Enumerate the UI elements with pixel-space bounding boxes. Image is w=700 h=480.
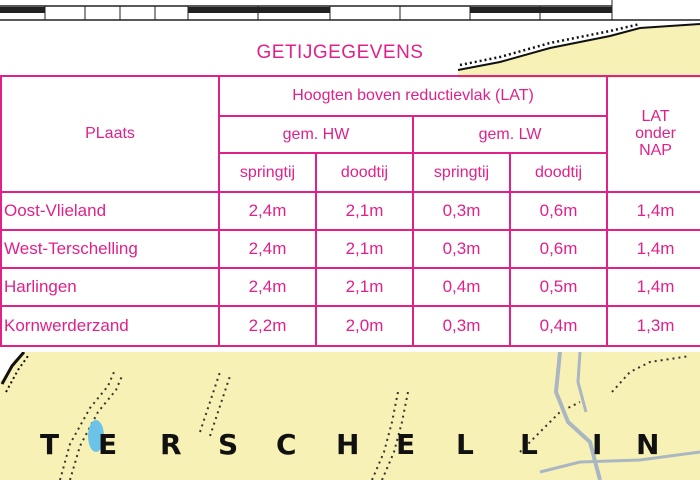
value-cell: 0,6m — [510, 230, 607, 268]
map-label-letter: R — [160, 428, 182, 461]
map-label-letter: S — [218, 428, 239, 461]
lat-header-line2: onder — [635, 125, 676, 142]
value-cell: 2,4m — [219, 230, 316, 268]
sub-header-hw-springtij: springtij — [219, 153, 316, 192]
place-name: West-Terschelling — [1, 230, 219, 268]
map-label-letter: N — [636, 428, 660, 461]
sub-header-hw-doodtij: doodtij — [316, 153, 413, 192]
value-cell: 0,3m — [413, 192, 510, 230]
sub-header-lw-doodtij: doodtij — [510, 153, 607, 192]
value-cell: 0,6m — [510, 192, 607, 230]
tide-data-table — [0, 75, 700, 347]
map-label-letter: C — [276, 428, 297, 461]
value-cell: 0,5m — [510, 268, 607, 306]
tide-data-title: GETIJGEGEVENS — [256, 42, 424, 63]
lat-header — [607, 76, 700, 192]
map-label-letter: I — [592, 428, 603, 461]
value-cell: 2,4m — [219, 192, 316, 230]
value-cell: 2,0m — [316, 306, 413, 346]
heights-group-header: Hoogten boven reductievlak (LAT) — [219, 76, 607, 116]
lat-header-line3: NAP — [639, 142, 672, 159]
value-cell: 2,1m — [316, 230, 413, 268]
value-cell: 1,3m — [607, 306, 700, 346]
value-cell: 2,2m — [219, 306, 316, 346]
place-header: PLaats — [1, 76, 219, 192]
table-row — [1, 268, 700, 306]
value-cell: 1,4m — [607, 192, 700, 230]
hw-header: gem. HW — [219, 116, 413, 153]
table-row — [1, 306, 700, 346]
lw-header: gem. LW — [413, 116, 607, 153]
value-cell: 1,4m — [607, 230, 700, 268]
map-label-letter: T — [40, 428, 60, 461]
map-label-letter: H — [336, 428, 360, 461]
value-cell: 1,4m — [607, 268, 700, 306]
map-label-letter: L — [520, 428, 538, 461]
map-label-letter: L — [456, 428, 474, 461]
value-cell: 2,1m — [316, 192, 413, 230]
value-cell: 0,4m — [413, 268, 510, 306]
map-label-letter: E — [396, 428, 416, 461]
place-name: Oost-Vlieland — [1, 192, 219, 230]
value-cell: 0,4m — [510, 306, 607, 346]
lat-header-line1: LAT — [641, 108, 670, 125]
sub-header-lw-springtij: springtij — [413, 153, 510, 192]
place-name: Harlingen — [1, 268, 219, 306]
value-cell: 0,3m — [413, 230, 510, 268]
place-name: Kornwerderzand — [1, 306, 219, 346]
table-row — [1, 192, 700, 230]
table-row — [1, 230, 700, 268]
value-cell: 2,1m — [316, 268, 413, 306]
value-cell: 0,3m — [413, 306, 510, 346]
value-cell: 2,4m — [219, 268, 316, 306]
map-label-letter: E — [98, 428, 118, 461]
